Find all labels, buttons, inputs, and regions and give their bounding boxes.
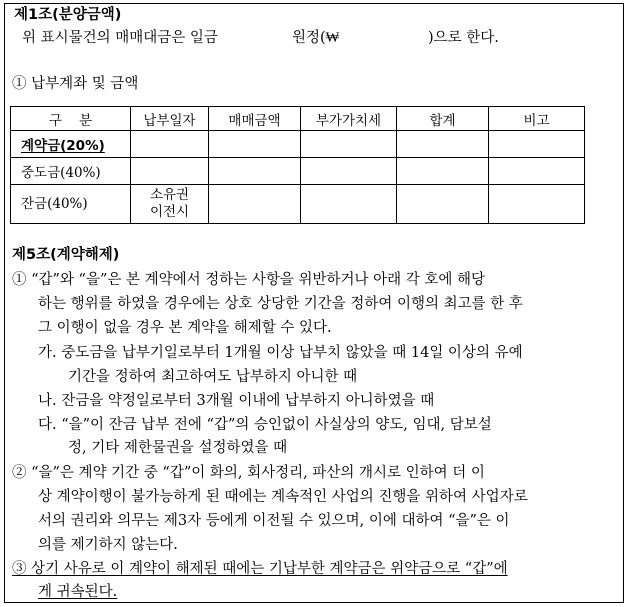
clause1-line1: ① “갑”와 “을”은 본 계약에서 정하는 사항을 위반하거나 아래 각 호에 해당: [12, 272, 486, 288]
header-total: 합계: [397, 107, 489, 131]
header-sale-amount: 매매금액: [209, 107, 301, 131]
item-da-line2: 정, 기타 제한물권을 설정하였을 때: [68, 440, 288, 456]
cell-vat: [301, 185, 397, 224]
item-na: 나. 잔금을 약정일로부터 3개월 이내에 납부하지 아니하였을 때: [38, 393, 435, 409]
price-sentence-part2: 원정(₩: [292, 30, 340, 46]
cell-total: [397, 158, 489, 185]
cell-remarks: [489, 158, 585, 185]
clause1-line2: 하는 행위를 하였을 경우에는 상호 상당한 기간을 정하여 이행의 최고를 한 후: [38, 296, 523, 312]
cell-due: [131, 158, 209, 185]
item-ga-line2: 기간을 정하여 최고하여도 납부하지 아니한 때: [68, 369, 358, 385]
cell-amount: [209, 131, 301, 158]
due-line1: 소유권: [149, 187, 190, 203]
table-header-row: [11, 107, 585, 131]
cell-remarks: [489, 131, 585, 158]
payment-section-label: ① 납부계좌 및 금액: [12, 76, 139, 92]
cell-total: [397, 185, 489, 224]
row-label-interim: 중도금(40%): [11, 158, 131, 185]
cell-vat: [301, 158, 397, 185]
price-sentence-part3: )으로 한다.: [428, 30, 499, 46]
cell-total: [397, 131, 489, 158]
clause2-line2: 상 계약이행이 불가능하게 된 때에는 계속적인 사업의 진행을 위하여 사업자로: [38, 489, 528, 505]
cell-due: [131, 131, 209, 158]
clause3-line1: ③ 상기 사유로 이 계약이 해제된 때에는 기납부한 계약금은 위약금으로 “갑”에: [12, 561, 508, 577]
row-label-deposit: 계약금(20%): [11, 131, 131, 158]
clause2-line1: ② “을”은 계약 기간 중 “갑”이 화의, 회사정리, 파산의 개시로 인하여 더 이: [12, 465, 485, 481]
cell-vat: [301, 131, 397, 158]
table-row: [11, 185, 585, 224]
cell-amount: [209, 185, 301, 224]
cell-due-balance: [131, 185, 209, 224]
article5-title: 제5조(계약해제): [12, 247, 120, 263]
cell-remarks: [489, 185, 585, 224]
price-sentence-part1: 위 표시물건의 매매대금은 일금: [22, 30, 218, 46]
row-label-balance: 잔금(40%): [11, 185, 131, 224]
article1-title: 제1조(분양금액): [14, 7, 122, 23]
table-row: [11, 131, 585, 158]
item-da-line1: 다. “을”이 잔금 납부 전에 “갑”의 승인없이 사실상의 양도, 임대, 담보설: [38, 417, 492, 433]
payment-table: [10, 106, 585, 224]
due-line2: 이전시: [149, 204, 190, 220]
clause3-line2: 게 귀속된다.: [38, 584, 118, 600]
clause2-line3: 서의 권리와 의무는 제3자 등에게 이전될 수 있으며, 이에 대하여 “을”은 이: [38, 513, 510, 529]
header-category: 구 분: [11, 107, 131, 131]
header-due-date: 납부일자: [131, 107, 209, 131]
table-row: [11, 158, 585, 185]
cell-amount: [209, 158, 301, 185]
header-remarks: 비고: [489, 107, 585, 131]
clause1-line3: 그 이행이 없을 경우 본 계약을 해제할 수 있다.: [38, 320, 332, 336]
header-vat: 부가가치세: [301, 107, 397, 131]
clause2-line4: 의를 제기하지 않는다.: [38, 537, 178, 553]
item-ga-line1: 가. 중도금을 납부기일로부터 1개월 이상 납부치 않았을 때 14일 이상의 유예: [38, 345, 523, 361]
